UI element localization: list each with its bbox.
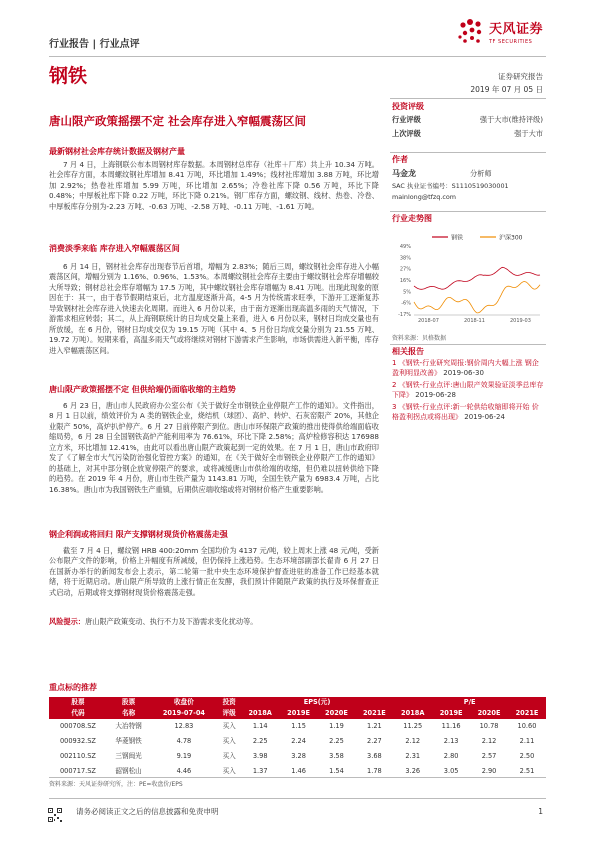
y-tick-label: 27% (399, 266, 411, 273)
table-cell: 买入 (222, 766, 236, 775)
table-header-cell: 2021E (508, 708, 546, 719)
table-cell: 3.26 (405, 766, 421, 775)
industry-rating-value: 强于大市(维持评级) (479, 115, 543, 124)
y-tick-label: -6% (401, 300, 411, 307)
table-cell: 2.11 (519, 736, 535, 745)
x-tick-label: 2019-03 (510, 318, 531, 324)
table-source: 资料来源：天风证券研究所，注：PE=收盘价/EPS (49, 781, 183, 788)
table-cell: 买入 (222, 721, 236, 730)
header-divider (49, 56, 546, 57)
risk-text: 唐山限产政策变动、执行不力及下游需求变化扰动等。 (84, 617, 258, 626)
table-cell: 三钢闽光 (115, 751, 142, 760)
table-row (49, 749, 546, 764)
table-bottom-rule (49, 777, 546, 778)
table-cell: 10.78 (479, 721, 499, 730)
related-item-3[interactable]: 3 《钢铁-行业点评:新一轮供给收缩即将开始 价格盈利拐点或将出现》 2019-06-24 (392, 403, 539, 422)
table-header-row-1 (49, 697, 546, 708)
table-cell: 2.27 (367, 736, 382, 745)
industry-rating-label: 行业评级 (392, 115, 421, 124)
section-paragraph-price: 截至 7 月 4 日，螺纹钢 HRB 400:20mm 全国均价为 4137 元/吨，较上周末上涨 48 元/吨，受新公布限产文件的影响，价格上升幅度有所减缓，但仍保持上涨趋势。生态环境部副部长翟青 6 月 27 日在国新办举行的新闻发布会上表示，第二轮第一批中央生态环境保护督查进驻的准备工作已经基本就绪，将于近期启动。唐山限产所导致的上涨行情正在发酵，我们预计伴随限产政策的执行及环保督查正式启动，后期或将支撑钢材现货价格震荡走强。 (49, 546, 379, 597)
table-cell: 1.46 (291, 766, 306, 775)
related-item-1[interactable]: 1 《钢铁-行业研究周报:钢价周内大幅上涨 钢企盈利明显改善》 2019-06-30 (392, 359, 539, 378)
y-axis-ticks (398, 244, 411, 318)
table-row (49, 734, 546, 749)
table-cell: 大冶特钢 (115, 721, 142, 730)
author-role: 分析师 (470, 169, 492, 178)
table-cell: 2.31 (405, 751, 421, 760)
section-paragraph-inventory: 7 月 4 日，上海钢联公布本周钢材库存数据。本周钢材总库存（社库＋厂库）共上升 10.34 万吨。社会库存方面，本周螺纹钢社库增加 8.41 万吨，环比增加 1.49%；线材社库增加 3.88 万吨，环比增加 2.92%；热卷社库增加 5.99 万吨，环比增加 2.65%；冷卷社库下降 0.56 万吨，环比下降 0.48%；中厚板社库下降 0.22 万吨，环比下降 0.21%。钢厂库存方面，螺纹钢、线材、热卷、冷卷、中厚板库存分别为-2.23 万吨、-0.63 万吨、-2.58 万吨、-0.11 万吨、-1.61 万吨。 (49, 160, 379, 211)
table-cell: 2.12 (405, 736, 421, 745)
table-cell: 买入 (222, 751, 236, 760)
table-cell: 2.50 (519, 751, 535, 760)
chart-divider (390, 211, 546, 212)
footer-divider (49, 798, 546, 799)
x-tick-label: 2018-07 (418, 318, 439, 324)
table-header-cell: 2020E (318, 708, 356, 719)
table-cell: 002110.SZ (59, 751, 96, 760)
table-cell: 9.19 (176, 751, 192, 760)
table-cell: 3.58 (329, 751, 344, 760)
table-header-cell: 2018A (393, 708, 432, 719)
y-tick-label: 38% (399, 255, 411, 262)
table-cell: 1.19 (329, 721, 344, 730)
table-header-cell: 名称 (107, 708, 150, 719)
table-cell: 3.98 (252, 751, 268, 760)
table-cell: 000717.SZ (59, 766, 96, 775)
author-email[interactable]: mainlong@tfzq.com (392, 193, 456, 201)
steel-series-line (414, 267, 540, 289)
author-name: 马金龙 (392, 169, 416, 178)
table-header-cell: 2018A (241, 708, 280, 719)
table-cell: 1.15 (291, 721, 306, 730)
y-tick-label: 5% (403, 289, 411, 296)
table-header-cell: 评级 (218, 708, 241, 719)
table-cell: 1.37 (252, 766, 268, 775)
related-title: 相关报告 (392, 347, 424, 356)
table-cell: 2.24 (291, 736, 306, 745)
last-rating-label: 上次评级 (392, 129, 421, 138)
date-divider (390, 98, 546, 99)
table-cell: 12.83 (174, 721, 194, 730)
page-number: 1 (538, 807, 543, 816)
y-tick-label: -17% (398, 312, 411, 318)
table-cell: 2.25 (252, 736, 268, 745)
section-heading-price: 钢企利润或将回归 限产支撑钢材现货价格震荡走强 (49, 530, 228, 539)
x-tick-label: 2018-11 (464, 318, 485, 324)
table-cell: 000932.SZ (59, 736, 96, 745)
table-header-cell: 代码 (49, 708, 107, 719)
table-header-row-2 (49, 708, 546, 719)
risk-label: 风险提示： (49, 617, 85, 626)
table-cell: 1.54 (329, 766, 344, 775)
table-header-cell: 2019E (280, 708, 318, 719)
x-axis-ticks (414, 315, 540, 324)
section-paragraph-demand: 6 月 14 日，钢材社会库存出现春节后首增，增幅为 2.83%；随后三周，螺纹钢社会库存进入小幅震荡区间，增幅分别为 1.16%、0.96%、1.53%。本周螺纹钢社会库存主要由于螺纹钢社会库存增幅较大所导致；钢材总社会库存增幅为 17.5 万吨，其中螺纹钢社会库存增幅为 8.41 万吨。出现此现象的原因在于：其一，由于春节假期结束后，北方温度逐渐升高，4-5 月为传统需求旺季，下游开工逐渐复苏导致钢材社会库存进入快速去化周期。而进入 6 月份以来，由于南方逐渐出现高温多雨的天气情况，下游需求相应转弱；其二，从上海钢联统计的日均成交量上来看，进入 6 月份以来，钢材日均成交量也有所放缓，在 6 月份，钢材日均成交仅为 19.15 万吨（其中 4、5 月份日均成交量分别为 21.55 万吨、19.72 万吨）。短期来看，高温多雨天气或将继续对钢材下游需求产生影响，市场供需进入新平衡，库存进入窄幅震荡区间。 (49, 262, 379, 355)
qr-code-icon (48, 808, 62, 822)
report-type: 证券研究报告 (498, 72, 543, 81)
table-header-cell: 投资 (218, 697, 241, 708)
y-tick-label: 49% (399, 244, 411, 250)
table-row (49, 719, 546, 734)
table-cell: 2.90 (481, 766, 497, 775)
table-cell: 2.12 (481, 736, 497, 745)
table-header-cell: 2021E (355, 708, 393, 719)
table-cell: 2.51 (519, 766, 535, 775)
report-headline: 唐山限产政策摇摆不定 社会库存进入窄幅震荡区间 (49, 114, 307, 128)
table-cell: 11.16 (441, 721, 461, 730)
table-cell: 000708.SZ (59, 721, 96, 730)
author-title: 作者 (392, 155, 408, 164)
related-divider (390, 344, 546, 345)
author-divider (390, 152, 546, 153)
table-cell: 11.25 (403, 721, 423, 730)
table-header-cell: 2020E (470, 708, 508, 719)
table-header-cell: 股票 (107, 697, 150, 708)
logo-text: 天风证券 (489, 22, 544, 37)
author-sac: SAC 执业证书编号：S1110519030001 (392, 182, 509, 190)
risk-note (49, 617, 257, 627)
table-cell: 2.80 (443, 751, 459, 760)
table-cell: 买入 (222, 736, 236, 745)
chart-title: 行业走势图 (392, 214, 432, 223)
table-cell: 1.14 (252, 721, 268, 730)
table-cell: 2.13 (443, 736, 459, 745)
section-heading-supply: 唐山限产政策摇摆不定 但供给端仍面临收缩的主趋势 (49, 385, 236, 394)
table-header-cell: 2019E (432, 708, 470, 719)
table-cell: 3.28 (291, 751, 306, 760)
stock-table-title: 重点标的推荐 (49, 683, 97, 692)
report-date: 2019 年 07 月 05 日 (470, 85, 543, 94)
table-cell: 4.46 (176, 766, 192, 775)
section-heading-demand: 消费淡季来临 库存进入窄幅震荡区间 (49, 244, 180, 253)
table-cell: 4.78 (176, 736, 192, 745)
section-paragraph-supply: 6 月 23 日，唐山市人民政府办公室公布《关于做好全市钢铁企业停限产工作的通知》。文件指出，8 月 1 日以前，绩效评价为 A 类的钢铁企业，烧结机（球团）、高炉、转炉、石灰窑限产 20%，其他企业限产 50%，高炉扒炉停产。6 月 27 日前停限产到位。唐山市环保限产政策的推出使得供给端面临收缩局势，6 月 28 日全国钢铁高炉产能利用率为 76.61%，环比下降 2.58%；高炉检修容积达 176988 立方米，环比增加 12.41%，由此可以看出唐山限产政策起到一定的效果。在 7 月 1 日，唐山市政府印发了《了解全市大气污染防治强化管控方案》的通知，在《关于做好全市钢铁企业停限产工作的通知》的基础上，对其中部分钢企放宽停限产的要求，或将减缓唐山市供给端的收缩，但仍难以扭转供给下降的趋势。在 2019 年 4 月份，唐山市生铁产量为 1143.81 万吨，全国生铁产量为 6983.4 万吨，占比 16.38%。唐山市为我国钢铁生产重镇，后期供应端收缩或将对钢材价格产生重要影响。 (49, 401, 379, 494)
table-cell: 3.68 (367, 751, 382, 760)
table-cell: 1.21 (367, 721, 382, 730)
section-heading-inventory: 最新钢材社会库存统计数据及钢材产量 (49, 147, 185, 156)
industry-trend-chart (392, 228, 544, 328)
y-tick-label: 16% (399, 278, 411, 284)
table-header-cell: EPS(元) (241, 697, 394, 708)
table-header-cell: 股票 (49, 697, 107, 708)
table-header-cell: P/E (393, 697, 546, 708)
table-header-cell: 收盘价 (150, 697, 217, 708)
sector-title: 钢铁 (49, 65, 88, 87)
last-rating-value: 强于大市 (514, 129, 543, 138)
breadcrumb: 行业报告 | 行业点评 (49, 39, 140, 50)
rating-title: 投资评级 (392, 102, 424, 111)
table-cell: 1.78 (367, 766, 382, 775)
logo-subtext: TF SECURITIES (489, 39, 533, 45)
table-cell: 3.05 (443, 766, 459, 775)
legend-hs300-label: 沪深300 (499, 234, 523, 242)
stock-recommendation-table (49, 697, 546, 779)
related-item-2[interactable]: 2 《钢铁-行业点评:唐山限产效果验证淡季总库存下降》 2019-06-28 (392, 381, 544, 400)
chart-source: 资料来源：贝格数据 (392, 335, 447, 342)
table-cell: 韶钢松山 (115, 766, 142, 775)
table-cell: 2.57 (481, 751, 497, 760)
table-cell: 2.25 (329, 736, 344, 745)
disclaimer-text: 请务必阅读正文之后的信息披露和免责申明 (76, 807, 219, 816)
table-cell: 10.60 (517, 721, 537, 730)
table-cell: 华菱钢铁 (115, 736, 142, 745)
table-header-cell: 2019-07-04 (150, 708, 217, 719)
legend-steel-label: 钢铁 (451, 234, 464, 242)
